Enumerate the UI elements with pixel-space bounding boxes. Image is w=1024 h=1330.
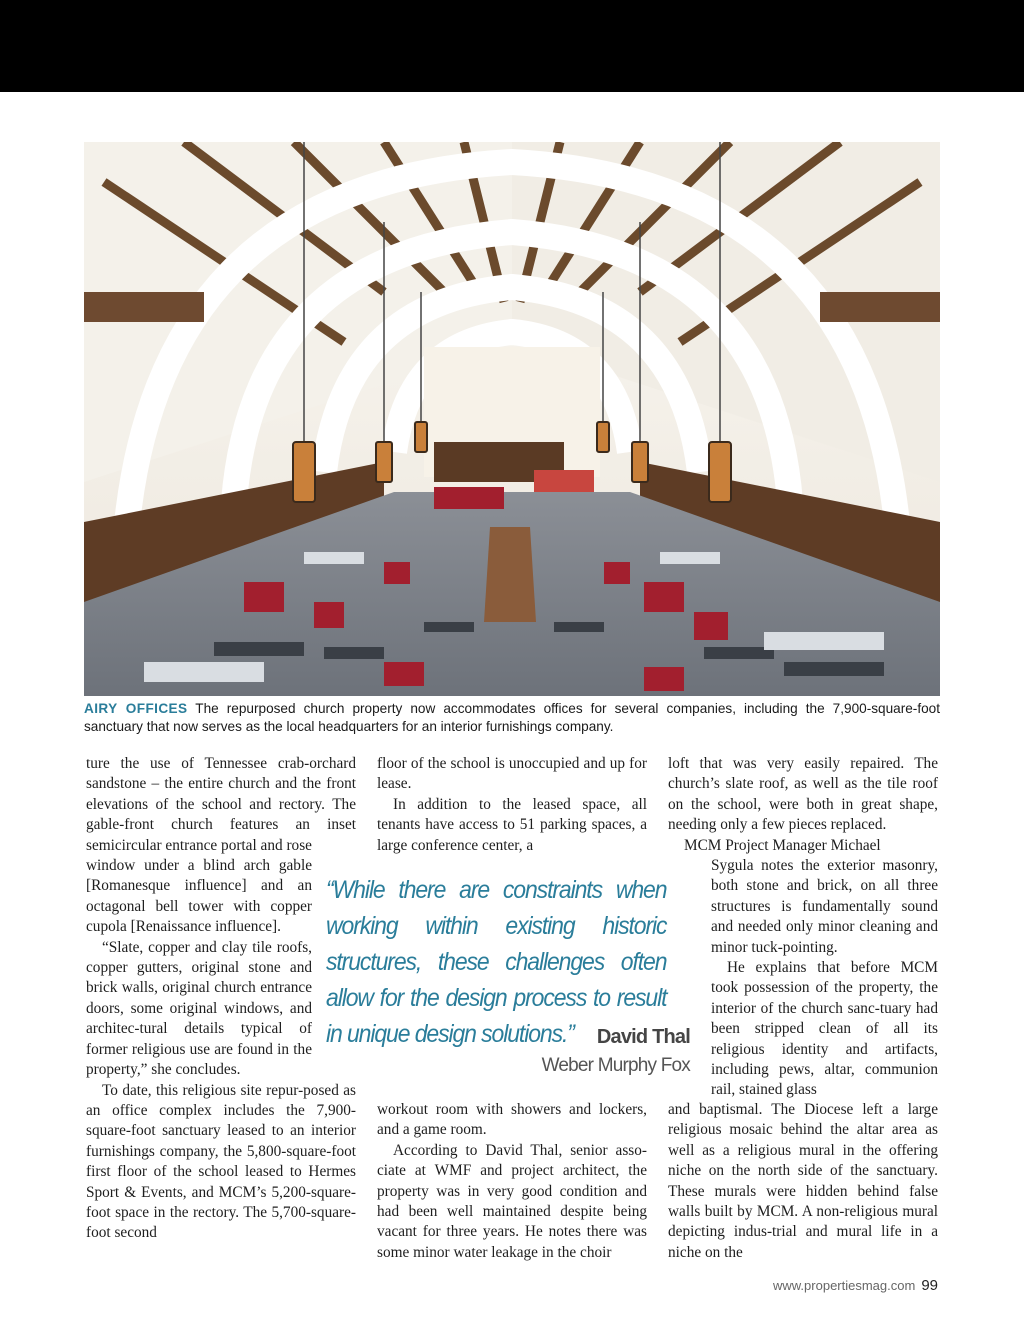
article-column-3-middle xyxy=(711,856,938,1101)
top-black-band xyxy=(0,0,1024,92)
caption-text: The repurposed church property now accommodates offices for several companies, including the 7,900-square-foot sanctuary that now serves as the local headquarters for an interior furnishings company. xyxy=(84,701,940,734)
paragraph: window under a blind arch gable [Romanesque influence] and an octagonal bell tower with copper cupola [Renaissance influence]. xyxy=(86,857,312,936)
paragraph: He explains that before MCM took possession of the property, the interior of the church sanc-tuary had been stripped clean of all its religious identity and artifacts, including pews, altar, communion rail, stained glass xyxy=(711,959,938,1099)
paragraph: In addition to the leased space, all tenants have access to 51 parking spaces, a large conference center, a xyxy=(377,795,647,854)
article-column-3-bottom xyxy=(668,1100,938,1263)
article-column-3-top xyxy=(668,754,938,856)
church-interior-photo xyxy=(84,142,940,696)
pull-quote: “While there are constraints when working within existing historic structures, these challenges often allow for the design process to result in unique design solutions.” xyxy=(326,876,667,1048)
paragraph: floor of the school is unoccupied and up for lease. xyxy=(377,755,647,793)
page-number: 99 xyxy=(921,1277,938,1294)
paragraph: ture the use of Tennessee crab-orchard sandstone – the entire church and the front elevations of the school and rectory. The gable-front church features an inset semicircular entrance portal and rose xyxy=(86,755,356,854)
photo-caption xyxy=(84,700,940,736)
paragraph: Sygula notes the exterior masonry, both stone and brick, on all three structures is fundamentally sound and needed only minor cleaning and minor tuck-pointing. xyxy=(711,857,938,956)
caption-kicker: AIRY OFFICES xyxy=(84,701,188,716)
paragraph: “Slate, copper and clay tile roofs, copper gutters, original stone and brick walls, original church entrance doors, some original windows, and architec-tural details typical of former religious use are found in the property,” she concludes. xyxy=(86,938,312,1079)
pull-quote-organization: Weber Murphy Fox xyxy=(541,1055,690,1076)
footer-url[interactable]: www.propertiesmag.com xyxy=(772,1278,916,1293)
paragraph: workout room with showers and lockers, and a game room. xyxy=(377,1101,647,1139)
article-column-2-bottom xyxy=(377,1100,647,1263)
pull-quote-name: David Thal xyxy=(596,1026,690,1048)
article-column-1 xyxy=(86,754,356,1244)
paragraph: To date, this religious site repur-posed as an office complex includes the 7,900-square-foot sanctuary leased to an interior furnishings company, the 5,800-square-foot first floor of the school leased to Hermes Sport & Events, and MCM’s 5,200-square-foot space in the rectory. The 5,700-square-foot second xyxy=(86,1081,356,1242)
paragraph: MCM Project Manager Michael xyxy=(684,836,881,854)
paragraph: According to David Thal, senior asso-ciate at WMF and project architect, the property was in very good condition and had been well maintained despite being vacant for three years. He notes there was some minor water leakage in the choir xyxy=(377,1141,647,1261)
page-footer xyxy=(773,1277,938,1294)
article-column-2-top xyxy=(377,754,647,856)
paragraph: and baptismal. The Diocese left a large religious mosaic behind the altar area as well as a religious mural in the offering niche on the north side of the sanctuary. These murals were hidden behind false walls built by MCM. A non-religious mural depicting indus-trial and mural life in a niche on the xyxy=(668,1101,938,1261)
paragraph: loft that was very easily repaired. The church’s slate roof, as well as the tile roof on the school, were both in great shape, needing only a few pieces replaced. xyxy=(668,755,938,834)
